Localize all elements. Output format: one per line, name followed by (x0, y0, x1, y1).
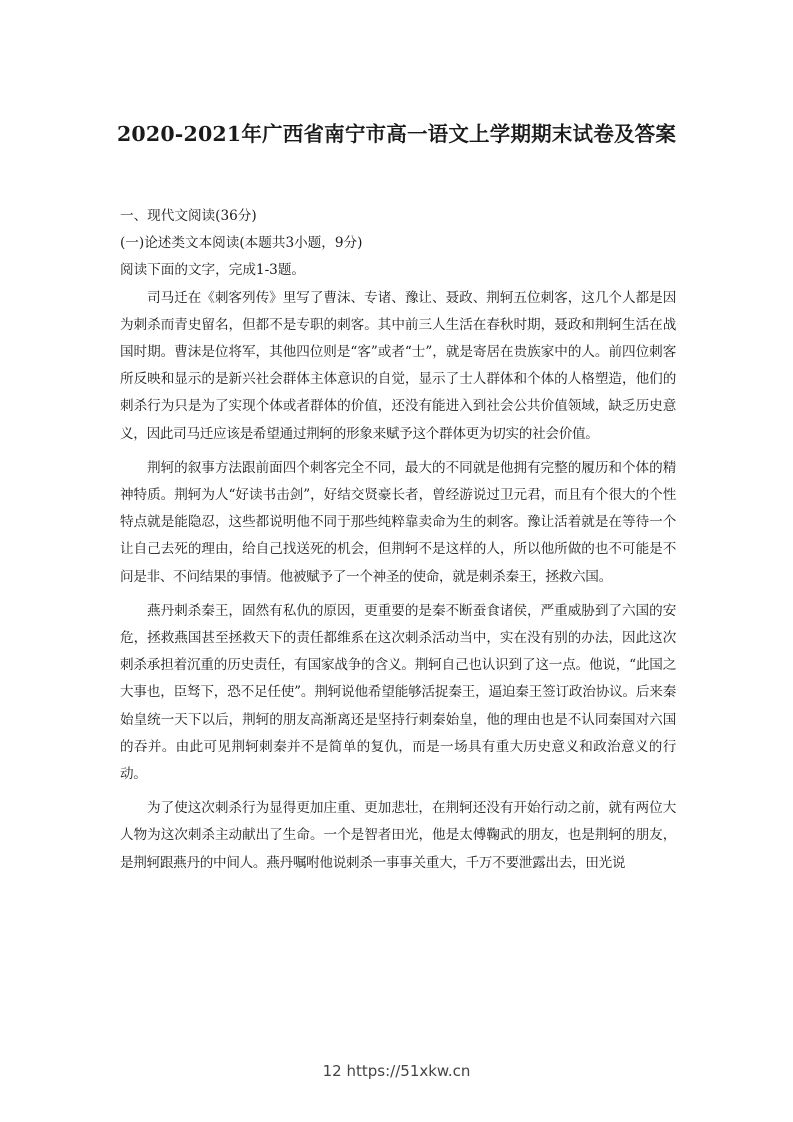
subsection-heading: (一)论述类文本阅读(本题共3小题，9分) (120, 235, 363, 252)
paragraph: 为了使这次刺杀行为显得更加庄重、更加悲壮，在荆轲还没有开始行动之前，就有两位大人物为这次刺杀主动献出了生命。一个是智者田光，他是太傅鞠武的朋友，也是荆轲的朋友，是荆轲跟燕丹的中间人。燕丹嘱咐他说刺杀一事事关重大，千万不要泄露出去，田光说 (120, 800, 676, 871)
document-title: 2020-2021年广西省南宁市高一语文上学期期末试卷及答案 (116, 121, 677, 146)
document-body (120, 203, 676, 877)
footer-url[interactable]: https://51xkw.cn (346, 1062, 471, 1080)
reading-instruction: 阅读下面的文字，完成1-3题。 (120, 262, 306, 279)
page-number: 12 (322, 1062, 342, 1080)
paragraph: 司马迁在《刺客列传》里写了曹沫、专诸、豫让、聂政、荆轲五位刺客，这几个人都是因为刺杀而青史留名，但都不是专职的刺客。其中前三人生活在春秋时期，聂政和荆轲生活在战国时期。曹沫是位将军，其他四位则是“客”或者“士”，就是寄居在贵族家中的人。前四位刺客所反映和显示的是新兴社会群体主体意识的自觉，显示了士人群体和个体的人格塑造，他们的刺杀行为只是为了实现个体或者群体的价值，还没有能进入到社会公共价值领域，缺乏历史意义，因此司马迁应该是希望通过荆轲的形象来赋予这个群体更为切实的社会价值。 (120, 289, 676, 442)
paragraph: 荆轲的叙事方法跟前面四个刺客完全不同，最大的不同就是他拥有完整的履历和个体的精神特质。荆轲为人“好读书击剑”，好结交贤豪长者，曾经游说过卫元君，而且有个很大的个性特点就是能隐忍，这些都说明他不同于那些纯粹靠卖命为生的刺客。豫让活着就是在等待一个让自己去死的理由，给自己找送死的机会，但荆轲不是这样的人，所以他所做的也不可能是不问是非、不问结果的事情。他被赋予了一个神圣的使命，就是刺杀秦王，拯救六国。 (120, 459, 676, 585)
page-footer (0, 1062, 793, 1080)
section-heading: 一、现代文阅读(36分) (120, 208, 257, 224)
paragraph: 燕丹刺杀秦王，固然有私仇的原因，更重要的是秦不断蚕食诸侯，严重威胁到了六国的安危，拯救燕国甚至拯救天下的责任都维系在这次刺杀活动当中，实在没有别的办法，因此这次刺杀承担着沉重的历史责任，有国家战争的含义。荆轲自己也认识到了这一点。他说，“此国之大事也，臣驽下，恐不足任使”。荆轲说他希望能够活捉秦王，逼迫秦王签订政治协议。后来秦始皇统一天下以后，荆轲的朋友高渐离还是坚持行刺秦始皇，他的理由也是不认同秦国对六国的吞并。由此可见荆轲刺秦并不是简单的复仇，而是一场具有重大历史意义和政治意义的行动。 (120, 602, 676, 783)
